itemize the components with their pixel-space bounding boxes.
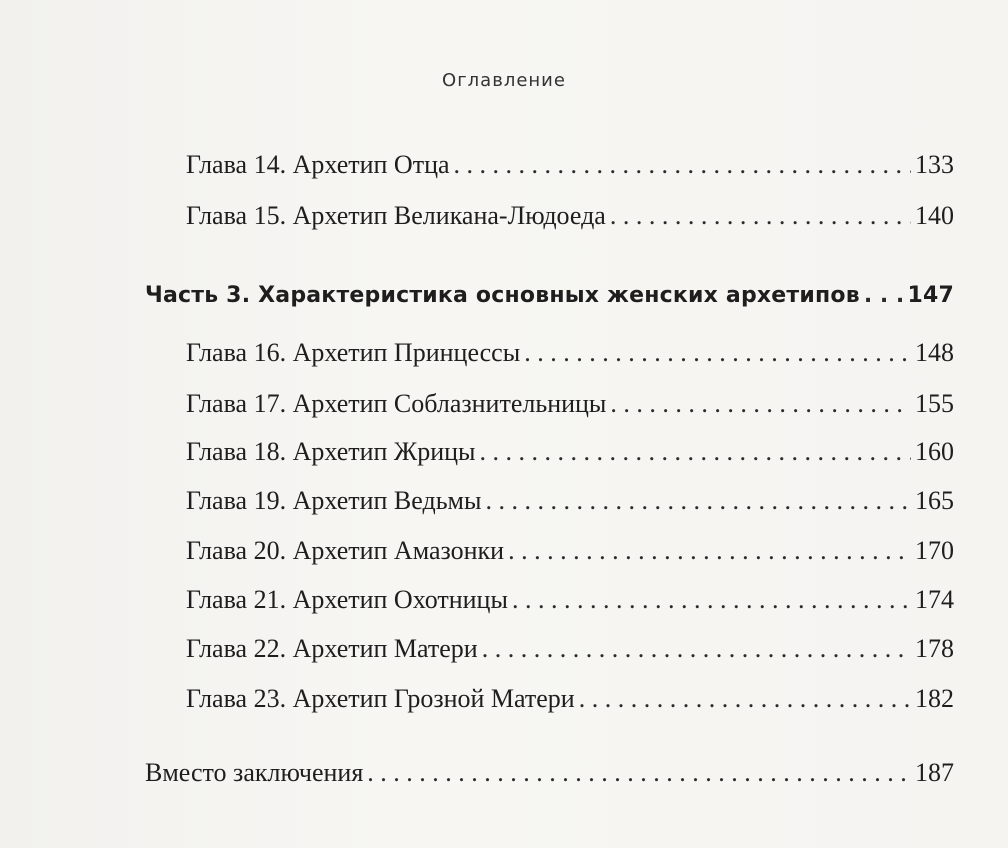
dot-leader: [454, 150, 911, 180]
toc-entry-page: 160: [915, 437, 954, 466]
toc-entry-title: Глава 16. Архетип Принцессы: [186, 338, 521, 367]
toc-entry-page: 174: [915, 585, 954, 614]
toc-entry-title: Глава 19. Архетип Ведьмы: [186, 486, 482, 515]
toc-entry-chapter-23: [186, 684, 954, 714]
toc-entry-title: Вместо заключения: [145, 758, 364, 787]
toc-entry-title: Глава 14. Архетип Отца: [186, 150, 450, 179]
dot-leader: [864, 283, 904, 308]
toc-entry-title: Глава 20. Архетип Амазонки: [186, 536, 505, 565]
toc-entry-title: Глава 21. Архетип Охотницы: [186, 585, 508, 614]
toc-entry-page: 133: [915, 150, 954, 179]
toc-entry-page: 182: [915, 684, 954, 713]
dot-leader: [482, 634, 911, 664]
toc-entry-title: Часть 3. Характеристика основных женских архетипов: [145, 283, 860, 308]
toc-entry-chapter-14: [186, 150, 954, 180]
toc-entry-page: 147: [907, 283, 954, 308]
toc-entry-title: Глава 15. Архетип Великана-Людоеда: [186, 201, 606, 230]
dot-leader: [480, 437, 911, 467]
toc-entry-title: Глава 17. Архетип Соблазнительницы: [186, 389, 607, 418]
toc-entry-title: Глава 22. Архетип Матери: [186, 634, 478, 663]
running-head: Оглавление: [442, 70, 566, 91]
toc-entry-part-3: [145, 283, 954, 308]
toc-entry-chapter-19: [186, 486, 954, 516]
toc-entry-chapter-16: [186, 338, 954, 368]
toc-entry-page: 140: [915, 201, 954, 230]
toc-entry-page: 165: [915, 486, 954, 515]
dot-leader: [579, 684, 911, 714]
toc-entry-page: 170: [915, 536, 954, 565]
toc-entry-chapter-21: [186, 585, 954, 615]
toc-entry-page: 148: [915, 338, 954, 367]
dot-leader: [524, 338, 911, 368]
dot-leader: [367, 758, 911, 788]
toc-entry-title: Глава 18. Архетип Жрицы: [186, 437, 476, 466]
toc-entry-chapter-20: [186, 536, 954, 566]
dot-leader: [610, 201, 911, 231]
toc-entry-page: 155: [915, 389, 954, 418]
toc-entry-page: 187: [915, 758, 954, 787]
toc-entry-title: Глава 23. Архетип Грозной Матери: [186, 684, 575, 713]
dot-leader: [610, 389, 911, 419]
toc-entry-chapter-15: [186, 201, 954, 231]
dot-leader: [512, 585, 911, 615]
toc-entry-chapter-17: [186, 389, 954, 419]
dot-leader: [485, 486, 911, 516]
dot-leader: [508, 536, 911, 566]
toc-entry-conclusion: [145, 758, 954, 788]
toc-entry-chapter-22: [186, 634, 954, 664]
toc-entry-chapter-18: [186, 437, 954, 467]
toc-entry-page: 178: [915, 634, 954, 663]
